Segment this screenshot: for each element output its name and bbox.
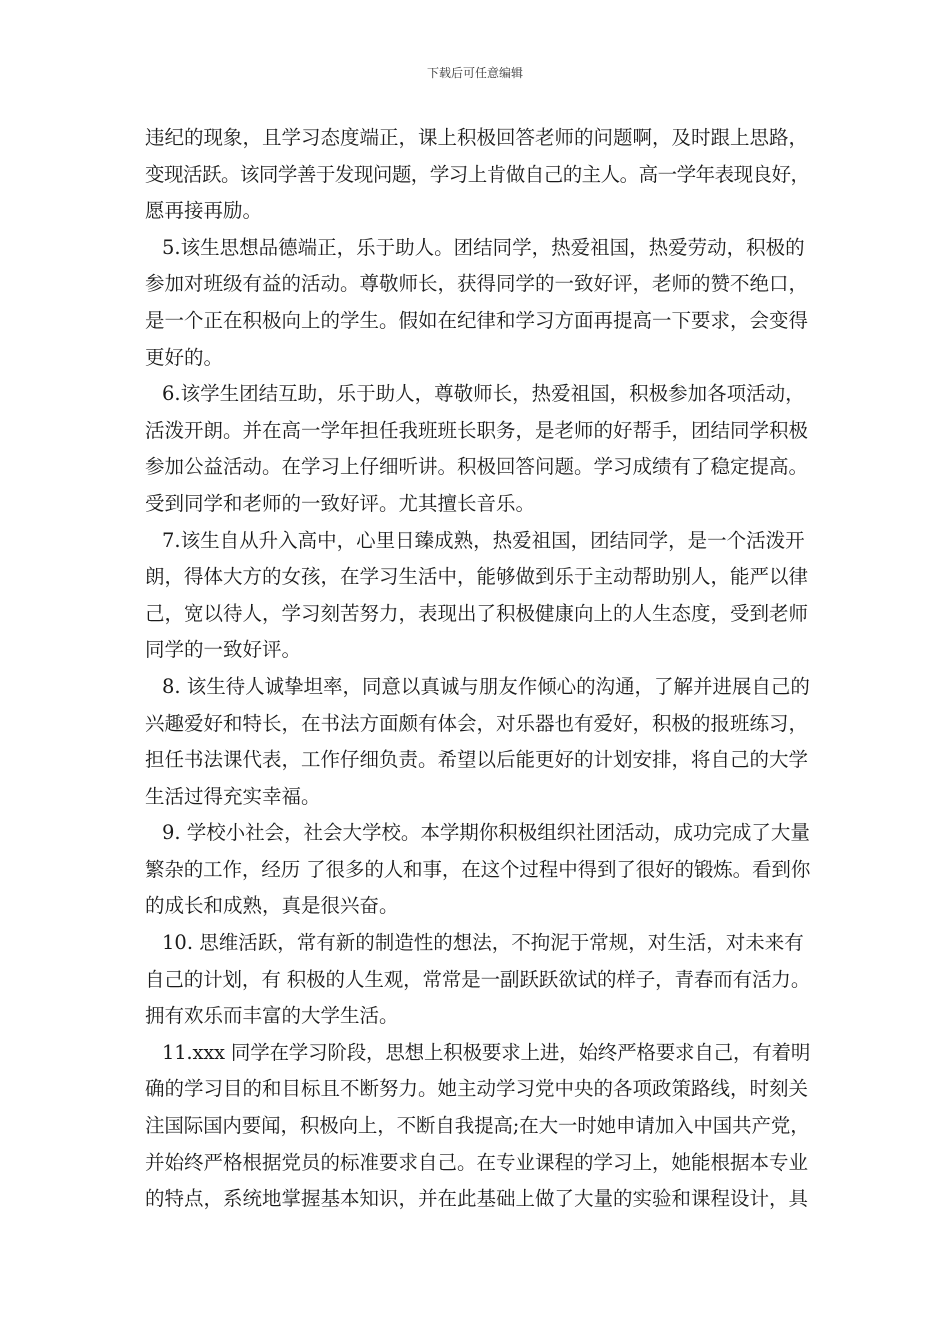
text-line: 愿再接再励。 bbox=[145, 199, 263, 223]
text-line: 7.该生自从升入高中，心里日臻成熟，热爱祖国，团结同学，是一个活泼开 bbox=[162, 528, 805, 552]
text-line: 违纪的现象，且学习态度端正，课上积极回答老师的问题啊，及时跟上思路， bbox=[145, 126, 809, 149]
text-line: 10. 思维活跃，常有新的制造性的想法，不拘泥于常规，对生活，对未来有 bbox=[162, 931, 804, 955]
text-line: 的成长和成熟，真是很兴奋。 bbox=[145, 894, 399, 918]
text-line: 生活过得充实幸福。 bbox=[145, 784, 321, 808]
text-line: 确的学习目的和目标且不断努力。她主动学习党中央的各项政策路线，时刻关 bbox=[145, 1077, 809, 1101]
text-line: 更好的。 bbox=[145, 345, 224, 369]
text-line: 的特点，系统地掌握基本知识，并在此基础上做了大量的实验和课程设计，具 bbox=[145, 1187, 809, 1211]
text-line: 是一个正在积极向上的学生。假如在纪律和学习方面再提高一下要求，会变得 bbox=[145, 308, 809, 332]
text-line: 参加对班级有益的活动。尊敬师长，获得同学的一致好评，老师的赞不绝口， bbox=[145, 272, 809, 296]
text-line: 朗，得体大方的女孩，在学习生活中，能够做到乐于主动帮助别人，能严以律 bbox=[145, 565, 809, 589]
text-line: 兴趣爱好和特长，在书法方面颇有体会，对乐器也有爱好，积极的报班练习， bbox=[145, 711, 809, 735]
text-line: 自己的计划，有 积极的人生观，常常是一副跃跃欲试的样子，青春而有活力。 bbox=[145, 967, 811, 991]
text-line: 变现活跃。该同学善于发现问题，学习上肯做自己的主人。高一学年表现良好， bbox=[145, 162, 810, 186]
text-line: 同学的一致好评。 bbox=[145, 638, 302, 662]
text-line: 拥有欢乐而丰富的大学生活。 bbox=[145, 1004, 399, 1028]
text-line: 繁杂的工作，经历 了很多的人和事，在这个过程中得到了很好的锻炼。看到你 bbox=[145, 857, 811, 881]
text-line: 8. 该生待人诚挚坦率，同意以真诚与朋友作倾心的沟通，了解并进展自己的 bbox=[162, 674, 810, 698]
text-line: 活泼开朗。并在高一学年担任我班班长职务，是老师的好帮手，团结同学积极 bbox=[145, 418, 809, 442]
text-line: 参加公益活动。在学习上仔细听讲。积极回答问题。学习成绩有了稳定提高。 bbox=[145, 455, 809, 479]
text-line: 9. 学校小社会，社会大学校。本学期你积极组织社团活动，成功完成了大量 bbox=[162, 821, 810, 845]
text-line: 5.该生思想品德端正，乐于助人。团结同学，热爱祖国，热爱劳动，积极的 bbox=[162, 235, 805, 259]
text-line: 受到同学和老师的一致好评。尤其擅长音乐。 bbox=[145, 491, 536, 515]
text-line: 并始终严格根据党员的标准要求自己。在专业课程的学习上，她能根据本专业 bbox=[145, 1150, 809, 1174]
text-line: 担任书法课代表，工作仔细负责。希望以后能更好的计划安排，将自己的大学 bbox=[145, 748, 809, 772]
text-line: 己，宽以待人，学习刻苦努力，表现出了积极健康向上的人生态度，受到老师 bbox=[145, 601, 809, 625]
text-line: 注国际国内要闻，积极向上，不断自我提高;在大一时她申请加入中国共产党， bbox=[145, 1114, 810, 1138]
text-line: 11.xxx 同学在学习阶段，思想上积极要求上进，始终严格要求自己，有着明 bbox=[162, 1040, 811, 1064]
header-note: 下载后可任意编辑 bbox=[426, 66, 523, 80]
text-line: 6.该学生团结互助，乐于助人，尊敬师长，热爱祖国，积极参加各项活动， bbox=[162, 382, 805, 406]
body-text bbox=[145, 120, 810, 1218]
